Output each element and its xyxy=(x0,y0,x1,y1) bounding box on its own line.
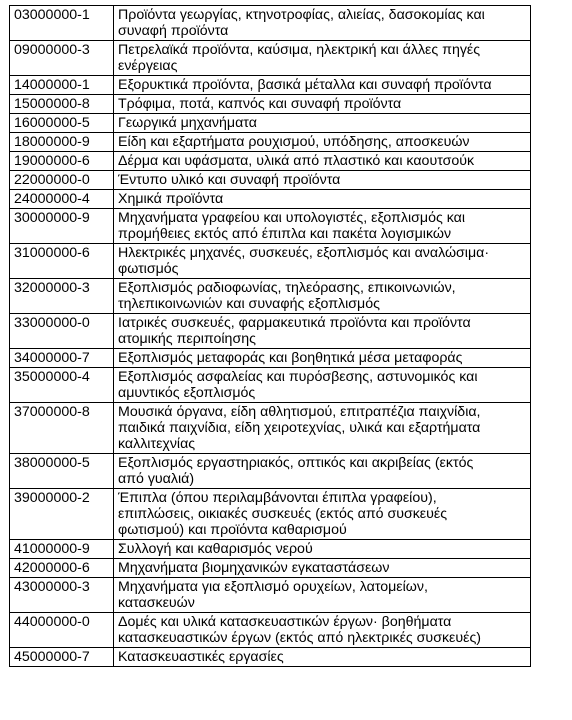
cpv-code-cell: 43000000-3 xyxy=(10,578,114,613)
cpv-code-cell: 44000000-0 xyxy=(10,613,114,648)
description-line: Κατασκευαστικές εργασίες xyxy=(118,649,284,665)
description-line: Ιατρικές συσκευές, φαρμακευτικά προϊόντα και προϊόντα xyxy=(118,315,471,331)
cpv-code-cell: 31000000-6 xyxy=(10,244,114,279)
cpv-code-cell: 42000000-6 xyxy=(10,559,114,578)
cpv-description-cell xyxy=(114,244,531,279)
cpv-code-cell: 15000000-8 xyxy=(10,95,114,114)
cpv-description-cell xyxy=(114,314,531,349)
description-line: προμήθειες εκτός από έπιπλα και πακέτα λογισμικών xyxy=(118,226,452,242)
table-row xyxy=(10,540,531,559)
description-line: Έπιπλα (όπου περιλαμβάνονται έπιπλα γραφείου), xyxy=(118,490,437,506)
table-row xyxy=(10,403,531,454)
cpv-code-cell: 24000000-4 xyxy=(10,190,114,209)
cpv-code-cell: 37000000-8 xyxy=(10,403,114,454)
description-line: Γεωργικά μηχανήματα xyxy=(118,115,257,131)
description-line: Μουσικά όργανα, είδη αθλητισμού, επιτραπέζια παιχνίδια, xyxy=(118,404,481,420)
table-row xyxy=(10,578,531,613)
table-row xyxy=(10,314,531,349)
description-line: Ηλεκτρικές μηχανές, συσκευές, εξοπλισμός και αναλώσιμα· xyxy=(118,245,490,261)
cpv-description-cell xyxy=(114,613,531,648)
description-line: Πετρελαϊκά προϊόντα, καύσιμα, ηλεκτρική και άλλες πηγές xyxy=(118,42,481,58)
table-row xyxy=(10,454,531,489)
description-line: κατασκευαστικών έργων (εκτός από ηλεκτρικές συσκευές) xyxy=(118,630,482,646)
description-line: Εξοπλισμός μεταφοράς και βοηθητικά μέσα μεταφοράς xyxy=(118,350,463,366)
description-line: φωτισμού) και προϊόντα καθαρισμού xyxy=(118,522,347,538)
description-line: Μηχανήματα βιομηχανικών εγκαταστάσεων xyxy=(118,560,390,576)
cpv-description-cell xyxy=(114,403,531,454)
cpv-description-cell xyxy=(114,489,531,540)
cpv-description-cell xyxy=(114,209,531,244)
description-line: παιδικά παιχνίδια, είδη χειροτεχνίας, υλικά και εξαρτήματα xyxy=(118,420,481,436)
cpv-description-cell xyxy=(114,133,531,152)
description-line: αμυντικός εξοπλισμός xyxy=(118,385,256,401)
table-row xyxy=(10,171,531,190)
description-line: Έντυπο υλικό και συναφή προϊόντα xyxy=(118,172,341,188)
cpv-description-cell xyxy=(114,41,531,76)
cpv-description-cell xyxy=(114,559,531,578)
description-line: Δομές και υλικά κατασκευαστικών έργων· βοηθήματα xyxy=(118,614,452,630)
table-row xyxy=(10,648,531,667)
description-line: Εξορυκτικά προϊόντα, βασικά μέταλλα και συναφή προϊόντα xyxy=(118,77,492,93)
cpv-table-body xyxy=(10,6,531,667)
cpv-code-cell: 38000000-5 xyxy=(10,454,114,489)
description-line: από γυαλιά) xyxy=(118,471,195,487)
cpv-description-cell xyxy=(114,95,531,114)
table-row xyxy=(10,279,531,314)
table-row xyxy=(10,41,531,76)
cpv-code-cell: 19000000-6 xyxy=(10,152,114,171)
table-row xyxy=(10,190,531,209)
table-row xyxy=(10,613,531,648)
cpv-code-cell: 03000000-1 xyxy=(10,6,114,41)
cpv-description-cell xyxy=(114,152,531,171)
cpv-code-cell: 35000000-4 xyxy=(10,368,114,403)
cpv-code-cell: 30000000-9 xyxy=(10,209,114,244)
cpv-code-cell: 33000000-0 xyxy=(10,314,114,349)
description-line: κατασκευών xyxy=(118,595,195,611)
cpv-code-cell: 18000000-9 xyxy=(10,133,114,152)
cpv-description-cell xyxy=(114,6,531,41)
description-line: Μηχανήματα για εξοπλισμό ορυχείων, λατομείων, xyxy=(118,579,428,595)
description-line: καλλιτεχνίας xyxy=(118,436,196,452)
cpv-description-cell xyxy=(114,349,531,368)
description-line: Εξοπλισμός εργαστηριακός, οπτικός και ακριβείας (εκτός xyxy=(118,455,474,471)
description-line: φωτισμός xyxy=(118,261,179,277)
table-row xyxy=(10,95,531,114)
cpv-code-cell: 41000000-9 xyxy=(10,540,114,559)
table-row xyxy=(10,114,531,133)
table-row xyxy=(10,76,531,95)
description-line: Προϊόντα γεωργίας, κτηνοτροφίας, αλιείας, δασοκομίας και xyxy=(118,7,485,23)
description-line: Εξοπλισμός ραδιοφωνίας, τηλεόρασης, επικοινωνιών, xyxy=(118,280,456,296)
cpv-code-cell: 09000000-3 xyxy=(10,41,114,76)
cpv-description-cell xyxy=(114,454,531,489)
description-line: Χημικά προϊόντα xyxy=(118,191,224,207)
cpv-code-cell: 16000000-5 xyxy=(10,114,114,133)
table-row xyxy=(10,489,531,540)
cpv-description-cell xyxy=(114,279,531,314)
cpv-description-cell xyxy=(114,190,531,209)
cpv-code-cell: 14000000-1 xyxy=(10,76,114,95)
cpv-description-cell xyxy=(114,540,531,559)
description-line: ατομικής περιποίησης xyxy=(118,331,256,347)
cpv-description-cell xyxy=(114,76,531,95)
cpv-description-cell xyxy=(114,648,531,667)
description-line: τηλεπικοινωνιών και συναφής εξοπλισμός xyxy=(118,296,380,312)
description-line: Μηχανήματα γραφείου και υπολογιστές, εξοπλισμός και xyxy=(118,210,466,226)
description-line: Τρόφιμα, ποτά, καπνός και συναφή προϊόντα xyxy=(118,96,402,112)
table-row xyxy=(10,244,531,279)
cpv-code-cell: 39000000-2 xyxy=(10,489,114,540)
description-line: συναφή προϊόντα xyxy=(118,23,229,39)
table-row xyxy=(10,209,531,244)
cpv-code-cell: 22000000-0 xyxy=(10,171,114,190)
table-row xyxy=(10,133,531,152)
cpv-description-cell xyxy=(114,368,531,403)
description-line: ενέργειας xyxy=(118,58,178,74)
cpv-description-cell xyxy=(114,114,531,133)
description-line: Συλλογή και καθαρισμός νερού xyxy=(118,541,313,557)
table-row xyxy=(10,6,531,41)
description-line: Εξοπλισμός ασφαλείας και πυρόσβεσης, αστυνομικός και xyxy=(118,369,478,385)
description-line: Είδη και εξαρτήματα ρουχισμού, υπόδησης, αποσκευών xyxy=(118,134,470,150)
cpv-code-cell: 32000000-3 xyxy=(10,279,114,314)
cpv-description-cell xyxy=(114,578,531,613)
table-row xyxy=(10,152,531,171)
cpv-description-cell xyxy=(114,171,531,190)
cpv-code-cell: 45000000-7 xyxy=(10,648,114,667)
description-line: Δέρμα και υφάσματα, υλικά από πλαστικό και καουτσούκ xyxy=(118,153,475,169)
table-row xyxy=(10,559,531,578)
table-row xyxy=(10,349,531,368)
table-row xyxy=(10,368,531,403)
cpv-code-table xyxy=(9,5,531,667)
description-line: επιπλώσεις, οικιακές συσκευές (εκτός από συσκευές xyxy=(118,506,448,522)
cpv-code-cell: 34000000-7 xyxy=(10,349,114,368)
